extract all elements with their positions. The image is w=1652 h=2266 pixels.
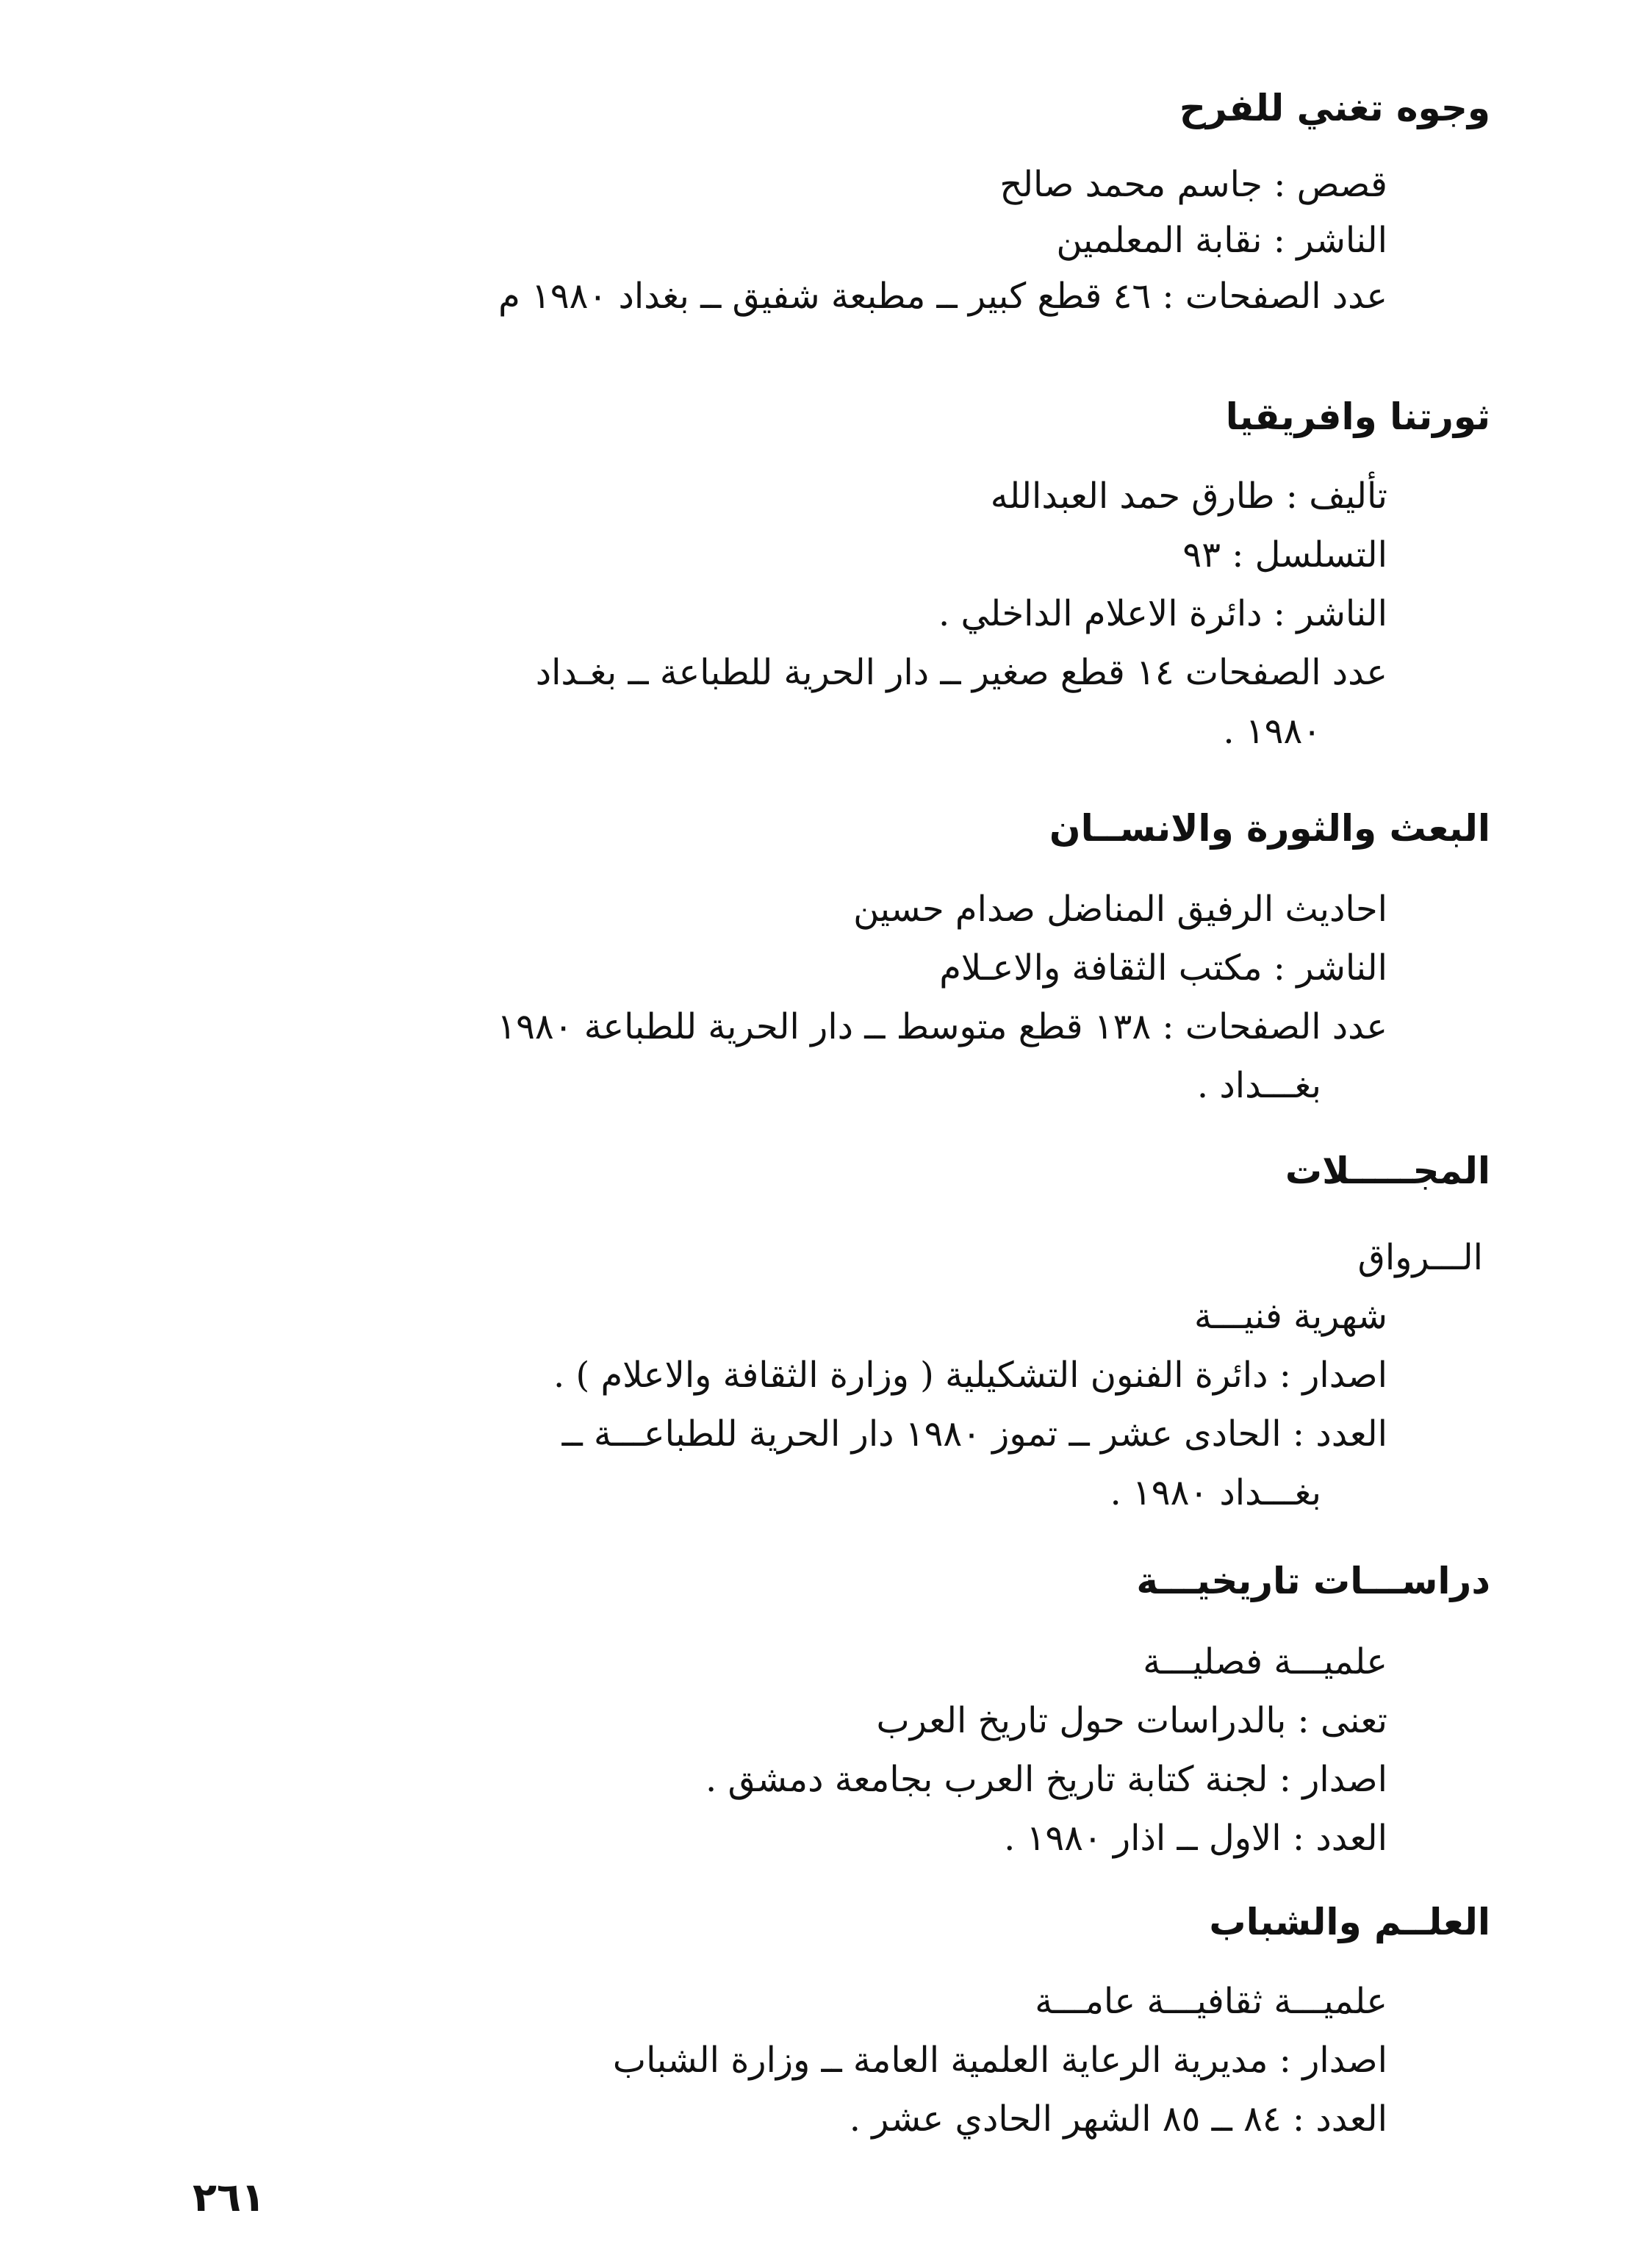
entry-title: وجوه تغني للفرح (1179, 87, 1490, 129)
entry-line: تعنى : بالدراسات حول تاريخ العرب (876, 1700, 1387, 1741)
entry-line: العدد : الحادى عشر ــ تموز ١٩٨٠ دار الحرية للطباعـــة ــ (561, 1413, 1387, 1455)
entry-line: العدد : ٨٤ ــ ٨٥ الشهر الحادي عشر . (849, 2098, 1387, 2140)
entry-line: اصدار : لجنة كتابة تاريخ العرب بجامعة دمشق . (705, 1759, 1387, 1800)
entry-title: البعث والثورة والانســان (1049, 807, 1490, 850)
entry-line: عدد الصفحات ١٤ قطع صغير ــ دار الحرية للطباعة ــ بغـداد (535, 652, 1387, 693)
entry-line: اصدار : مديرية الرعاية العلمية العامة ــ وزارة الشباب (612, 2040, 1387, 2081)
entry-line: الناشر : دائرة الاعلام الداخلي . (938, 593, 1387, 634)
entry-line: عدد الصفحات : ١٣٨ قطع متوسط ــ دار الحرية للطباعة ١٩٨٠ (497, 1006, 1387, 1047)
entry-line: احاديث الرفيق المناضل صدام حسين (853, 889, 1387, 930)
entry-title: ثورتنا وافريقيا (1225, 395, 1490, 438)
entry-line: الناشر : نقابة المعلمين (1056, 220, 1387, 261)
entry-line: علميـــة فصليـــة (1143, 1641, 1387, 1682)
page-number: ٢٦١ (193, 2174, 265, 2220)
entry-title: دراســـات تاريخيـــة (1136, 1560, 1490, 1602)
entry-line: علميـــة ثقافيـــة عامـــة (1035, 1981, 1387, 2022)
entry-line: العدد : الاول ــ اذار ١٩٨٠ . (1004, 1818, 1387, 1859)
entry-title: العلــم والشباب (1209, 1901, 1490, 1943)
entry-line: قصص : جاسم محمد صالح (999, 164, 1387, 205)
entry-line-continuation: بغـــداد ١٩٨٠ . (1110, 1472, 1321, 1513)
entry-line-continuation: بغـــداد . (1196, 1065, 1321, 1106)
entry-line: الناشر : مكتب الثقافة والاعـلام (939, 947, 1387, 989)
section-title: المجـــــلات (1285, 1150, 1490, 1192)
entry-line: اصدار : دائرة الفنون التشكيلية ( وزارة الثقافة والاعلام ) . (553, 1355, 1387, 1396)
entry-title: الـــرواق (1357, 1237, 1483, 1278)
entry-line: عدد الصفحات : ٤٦ قطع كبير ــ مطبعة شفيق ــ بغداد ١٩٨٠ م (498, 276, 1387, 317)
entry-line: تأليف : طارق حمد العبدالله (990, 476, 1387, 517)
entry-line-continuation: ١٩٨٠ . (1223, 711, 1321, 752)
entry-line: شهرية فنيـــة (1193, 1296, 1387, 1337)
entry-line: التسلسل : ٩٣ (1182, 534, 1387, 576)
